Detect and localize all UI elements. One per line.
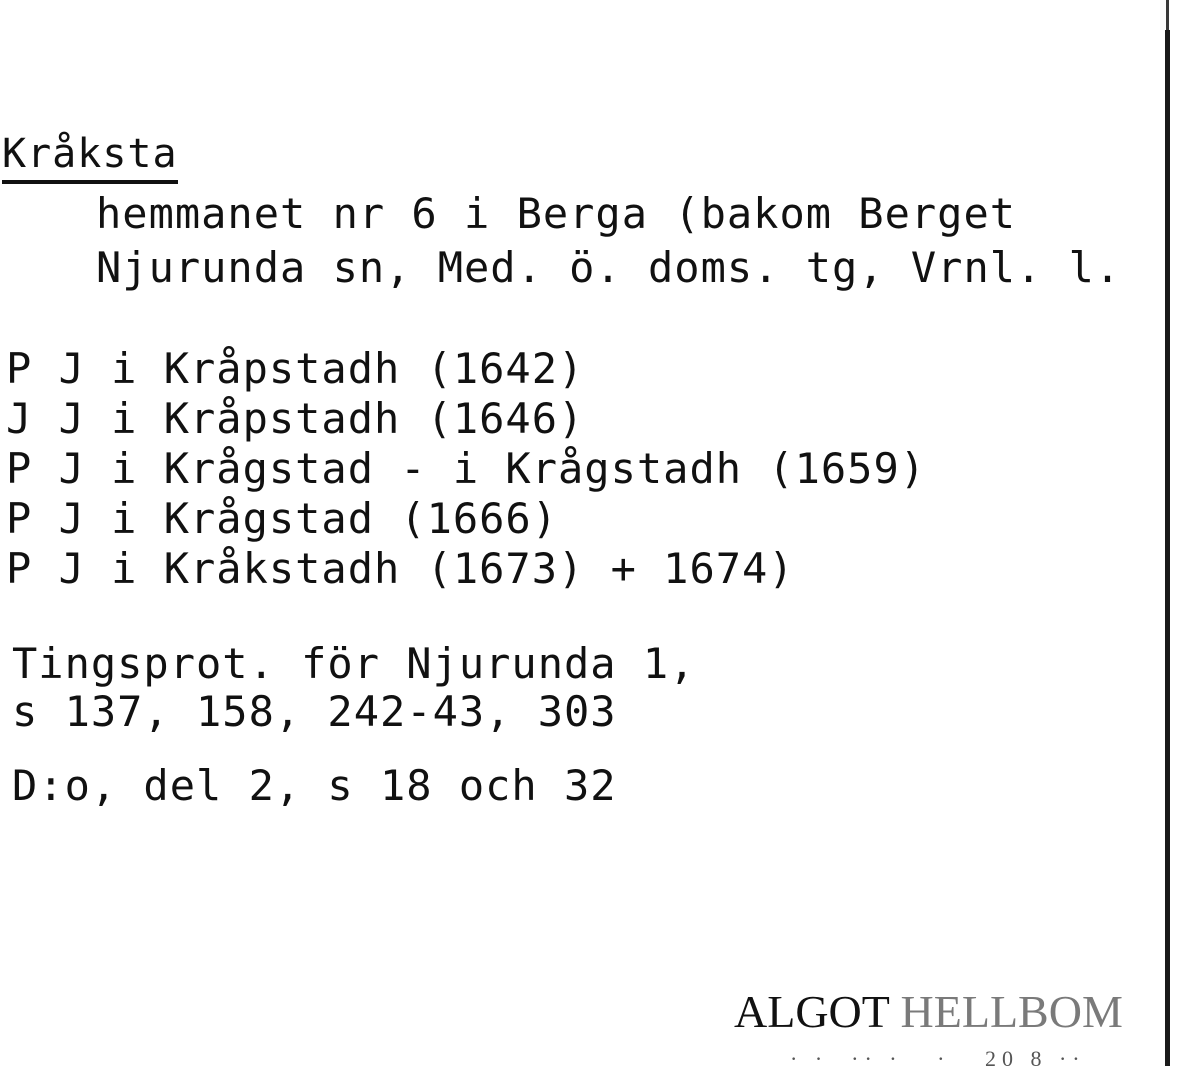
signature-stamp bbox=[734, 986, 1123, 1038]
signature-first: ALGOT bbox=[734, 986, 901, 1037]
entry-line: P J i Kråpstadh (1642) bbox=[6, 344, 585, 393]
source-line-1: Tingsprot. för Njurunda 1, bbox=[12, 639, 696, 688]
signature-subline: · · ·· · · 20 8 ·· bbox=[790, 1046, 1086, 1071]
source-line-3: D:o, del 2, s 18 och 32 bbox=[12, 761, 617, 810]
source-line-2: s 137, 158, 242-43, 303 bbox=[12, 687, 617, 736]
description-line-2: Njurunda sn, Med. ö. doms. tg, Vrnl. l. bbox=[96, 243, 1122, 292]
entry-line: P J i Kråkstadh (1673) + 1674) bbox=[6, 544, 795, 593]
entry-line: P J i Krågstad (1666) bbox=[6, 494, 559, 543]
entry-line: P J i Krågstad - i Krågstadh (1659) bbox=[6, 444, 927, 493]
card-edge-top bbox=[1166, 0, 1169, 30]
signature-last: HELLBOM bbox=[900, 986, 1123, 1037]
card-edge-line bbox=[1165, 30, 1170, 1066]
card-title: Kråksta bbox=[2, 130, 178, 184]
description-line-1: hemmanet nr 6 i Berga (bakom Berget bbox=[96, 189, 1017, 238]
entry-line: J J i Kråpstadh (1646) bbox=[6, 394, 585, 443]
